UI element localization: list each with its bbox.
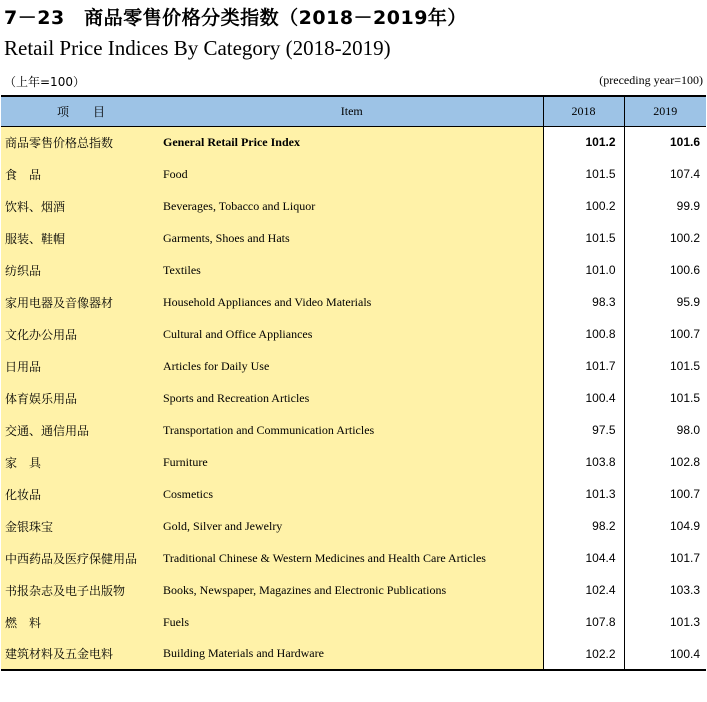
value-2018: 101.2 bbox=[543, 126, 624, 158]
value-2019: 98.0 bbox=[624, 414, 706, 446]
table-header-row bbox=[1, 96, 706, 126]
row-label-chinese: 家用电器及音像器材 bbox=[1, 286, 161, 318]
table-row bbox=[1, 574, 706, 606]
page-title-english: Retail Price Indices By Category (2018-2019) bbox=[4, 36, 391, 60]
value-2018: 100.8 bbox=[543, 318, 624, 350]
value-2018: 100.4 bbox=[543, 382, 624, 414]
value-2019: 101.5 bbox=[624, 350, 706, 382]
row-label-chinese: 金银珠宝 bbox=[1, 510, 161, 542]
row-label-chinese: 文化办公用品 bbox=[1, 318, 161, 350]
row-label-english: Traditional Chinese & Western Medicines and Health Care Articles bbox=[161, 542, 543, 574]
row-label-chinese: 交通、通信用品 bbox=[1, 414, 161, 446]
row-label-chinese: 化妆品 bbox=[1, 478, 161, 510]
value-2018: 101.5 bbox=[543, 158, 624, 190]
table-row bbox=[1, 542, 706, 574]
price-index-table-container bbox=[1, 95, 706, 671]
table-row bbox=[1, 478, 706, 510]
value-2018: 101.0 bbox=[543, 254, 624, 286]
unit-note-english: (preceding year=100) bbox=[599, 73, 703, 87]
value-2018: 97.5 bbox=[543, 414, 624, 446]
row-label-chinese: 中西药品及医疗保健用品 bbox=[1, 542, 161, 574]
table-row bbox=[1, 190, 706, 222]
column-header-2018: 2018 bbox=[543, 96, 624, 126]
table-row bbox=[1, 382, 706, 414]
row-label-chinese: 服装、鞋帽 bbox=[1, 222, 161, 254]
value-2019: 101.5 bbox=[624, 382, 706, 414]
row-label-english: Transportation and Communication Articles bbox=[161, 414, 543, 446]
row-label-english: Gold, Silver and Jewelry bbox=[161, 510, 543, 542]
value-2018: 102.4 bbox=[543, 574, 624, 606]
row-label-english: Textiles bbox=[161, 254, 543, 286]
row-label-english: Furniture bbox=[161, 446, 543, 478]
value-2019: 95.9 bbox=[624, 286, 706, 318]
row-label-chinese: 体育娱乐用品 bbox=[1, 382, 161, 414]
price-index-table bbox=[1, 95, 706, 671]
table-row bbox=[1, 126, 706, 158]
value-2019: 101.6 bbox=[624, 126, 706, 158]
value-2018: 102.2 bbox=[543, 638, 624, 670]
value-2019: 103.3 bbox=[624, 574, 706, 606]
value-2018: 101.3 bbox=[543, 478, 624, 510]
row-label-english: Fuels bbox=[161, 606, 543, 638]
page-title-chinese: 7－23 商品零售价格分类指数（2018－2019年） bbox=[4, 7, 467, 29]
row-label-chinese: 商品零售价格总指数 bbox=[1, 126, 161, 158]
row-label-chinese: 食 品 bbox=[1, 158, 161, 190]
column-header-item-english: Item bbox=[161, 96, 543, 126]
value-2019: 101.3 bbox=[624, 606, 706, 638]
value-2019: 99.9 bbox=[624, 190, 706, 222]
row-label-chinese: 燃 料 bbox=[1, 606, 161, 638]
table-body bbox=[1, 126, 706, 670]
row-label-english: Garments, Shoes and Hats bbox=[161, 222, 543, 254]
row-label-chinese: 纺织品 bbox=[1, 254, 161, 286]
value-2019: 102.8 bbox=[624, 446, 706, 478]
value-2018: 104.4 bbox=[543, 542, 624, 574]
table-row bbox=[1, 286, 706, 318]
row-label-english: General Retail Price Index bbox=[161, 126, 543, 158]
table-row bbox=[1, 414, 706, 446]
row-label-english: Cultural and Office Appliances bbox=[161, 318, 543, 350]
row-label-english: Cosmetics bbox=[161, 478, 543, 510]
row-label-english: Food bbox=[161, 158, 543, 190]
row-label-chinese: 饮料、烟酒 bbox=[1, 190, 161, 222]
table-row bbox=[1, 638, 706, 670]
table-header bbox=[1, 96, 706, 126]
table-row bbox=[1, 222, 706, 254]
value-2019: 100.7 bbox=[624, 318, 706, 350]
row-label-english: Books, Newspaper, Magazines and Electronic Publications bbox=[161, 574, 543, 606]
table-row bbox=[1, 606, 706, 638]
value-2018: 101.7 bbox=[543, 350, 624, 382]
value-2019: 100.7 bbox=[624, 478, 706, 510]
value-2018: 101.5 bbox=[543, 222, 624, 254]
table-row bbox=[1, 254, 706, 286]
column-header-2019: 2019 bbox=[624, 96, 706, 126]
table-row bbox=[1, 158, 706, 190]
row-label-chinese: 家 具 bbox=[1, 446, 161, 478]
value-2019: 101.7 bbox=[624, 542, 706, 574]
column-header-item-chinese: 项 目 bbox=[1, 96, 161, 126]
row-label-english: Building Materials and Hardware bbox=[161, 638, 543, 670]
table-row bbox=[1, 446, 706, 478]
value-2018: 98.2 bbox=[543, 510, 624, 542]
unit-note-chinese: （上年=100） bbox=[4, 75, 85, 89]
table-row bbox=[1, 318, 706, 350]
value-2018: 107.8 bbox=[543, 606, 624, 638]
value-2019: 107.4 bbox=[624, 158, 706, 190]
value-2019: 100.4 bbox=[624, 638, 706, 670]
row-label-english: Articles for Daily Use bbox=[161, 350, 543, 382]
row-label-chinese: 日用品 bbox=[1, 350, 161, 382]
value-2018: 100.2 bbox=[543, 190, 624, 222]
row-label-english: Beverages, Tobacco and Liquor bbox=[161, 190, 543, 222]
row-label-chinese: 建筑材料及五金电料 bbox=[1, 638, 161, 670]
value-2019: 100.6 bbox=[624, 254, 706, 286]
row-label-chinese: 书报杂志及电子出版物 bbox=[1, 574, 161, 606]
table-row bbox=[1, 350, 706, 382]
value-2018: 98.3 bbox=[543, 286, 624, 318]
value-2018: 103.8 bbox=[543, 446, 624, 478]
row-label-english: Household Appliances and Video Materials bbox=[161, 286, 543, 318]
row-label-english: Sports and Recreation Articles bbox=[161, 382, 543, 414]
value-2019: 100.2 bbox=[624, 222, 706, 254]
table-row bbox=[1, 510, 706, 542]
value-2019: 104.9 bbox=[624, 510, 706, 542]
